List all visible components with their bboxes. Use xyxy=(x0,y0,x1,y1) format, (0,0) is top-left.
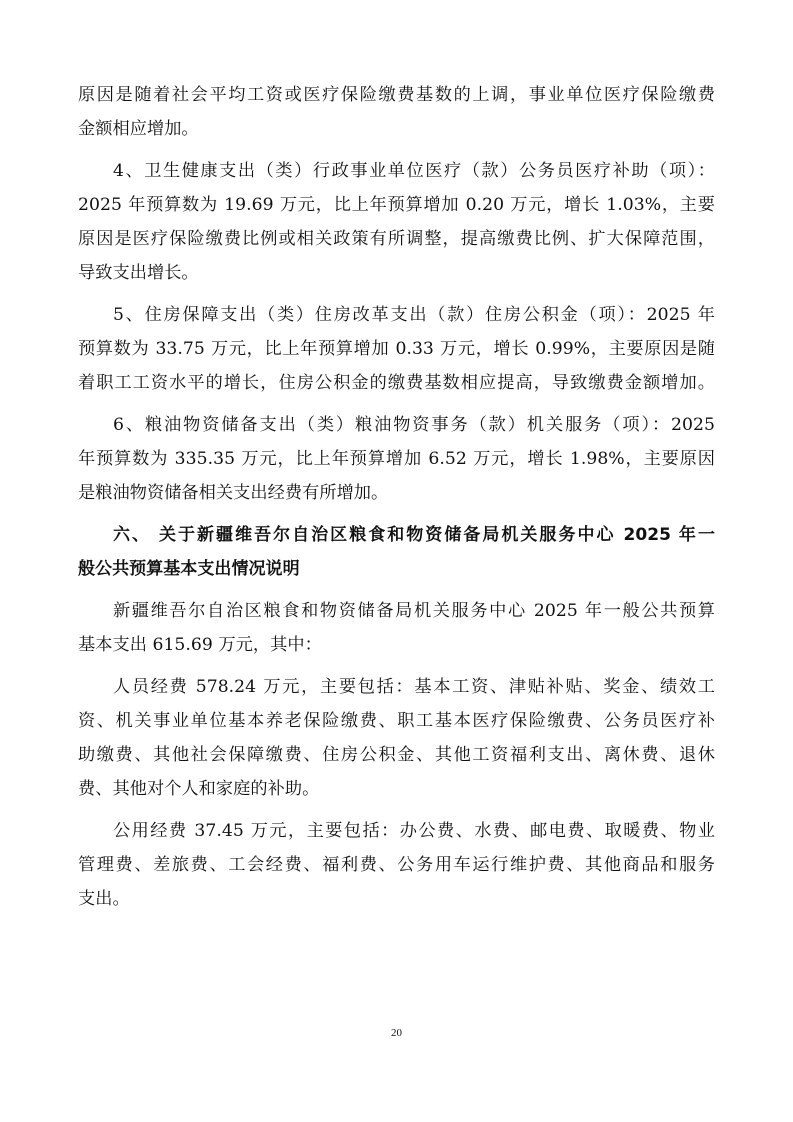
text-line: 4、卫生健康支出（类）行政事业单位医疗（款）公务员医疗补助（项）： xyxy=(113,161,715,181)
text-line: 6、粮油物资储备支出（类）粮油物资事务（款）机关服务（项）：2025 xyxy=(113,415,715,435)
text-line: 导致支出增长。 xyxy=(78,263,199,283)
text-line: 原因是医疗保险缴费比例或相关政策有所调整，提高缴费比例、扩大保障范围， xyxy=(78,229,715,249)
paragraph-item-6 xyxy=(78,408,715,510)
text-line: 人员经费 578.24 万元，主要包括：基本工资、津贴补贴、奖金、绩效工 xyxy=(113,677,715,697)
text-line: 是粮油物资储备相关支出经费有所增加。 xyxy=(78,483,389,503)
text-line: 公用经费 37.45 万元，主要包括：办公费、水费、邮电费、取暖费、物业 xyxy=(113,821,715,841)
text-line: 5、住房保障支出（类）住房改革支出（款）住房公积金（项）：2025 年 xyxy=(113,305,715,325)
text-line: 新疆维吾尔自治区粮食和物资储备局机关服务中心 2025 年一般公共预算 xyxy=(113,601,715,621)
text-line: 年预算数为 335.35 万元，比上年预算增加 6.52 万元，增长 1.98%，主要原因 xyxy=(78,449,715,469)
paragraph-item-5 xyxy=(78,298,715,400)
heading-line: 般公共预算基本支出情况说明 xyxy=(78,559,300,579)
section-heading xyxy=(78,518,715,586)
text-line: 金额相应增加。 xyxy=(78,119,199,139)
text-line: 原因是随着社会平均工资或医疗保险缴费基数的上调，事业单位医疗保险缴费 xyxy=(78,85,715,105)
paragraph-continuation xyxy=(78,78,715,146)
text-line: 基本支出 615.69 万元，其中： xyxy=(78,635,322,655)
text-line: 管理费、差旅费、工会经费、福利费、公务用车运行维护费、其他商品和服务 xyxy=(78,855,715,875)
text-line: 费、其他对个人和家庭的补助。 xyxy=(78,779,320,799)
heading-line: 六、 关于新疆维吾尔自治区粮食和物资储备局机关服务中心 2025 年一 xyxy=(113,525,715,545)
text-line: 预算数为 33.75 万元，比上年预算增加 0.33 万元，增长 0.99%，主要原因是随 xyxy=(78,339,715,359)
paragraph-public-expenses xyxy=(78,814,715,916)
page-number: 20 xyxy=(391,1027,402,1039)
paragraph-item-4 xyxy=(78,154,715,290)
text-line: 着职工工资水平的增长，住房公积金的缴费基数相应提高，导致缴费金额增加。 xyxy=(78,373,715,393)
text-line: 2025 年预算数为 19.69 万元，比上年预算增加 0.20 万元，增长 1.03%，主要 xyxy=(78,195,715,215)
text-line: 资、机关事业单位基本养老保险缴费、职工基本医疗保险缴费、公务员医疗补 xyxy=(78,711,715,731)
document-body xyxy=(78,78,715,916)
paragraph-basic-expenditure xyxy=(78,594,715,662)
text-line: 支出。 xyxy=(78,889,130,909)
text-line: 助缴费、其他社会保障缴费、住房公积金、其他工资福利支出、离休费、退休 xyxy=(78,745,715,765)
paragraph-personnel-expenses xyxy=(78,670,715,806)
